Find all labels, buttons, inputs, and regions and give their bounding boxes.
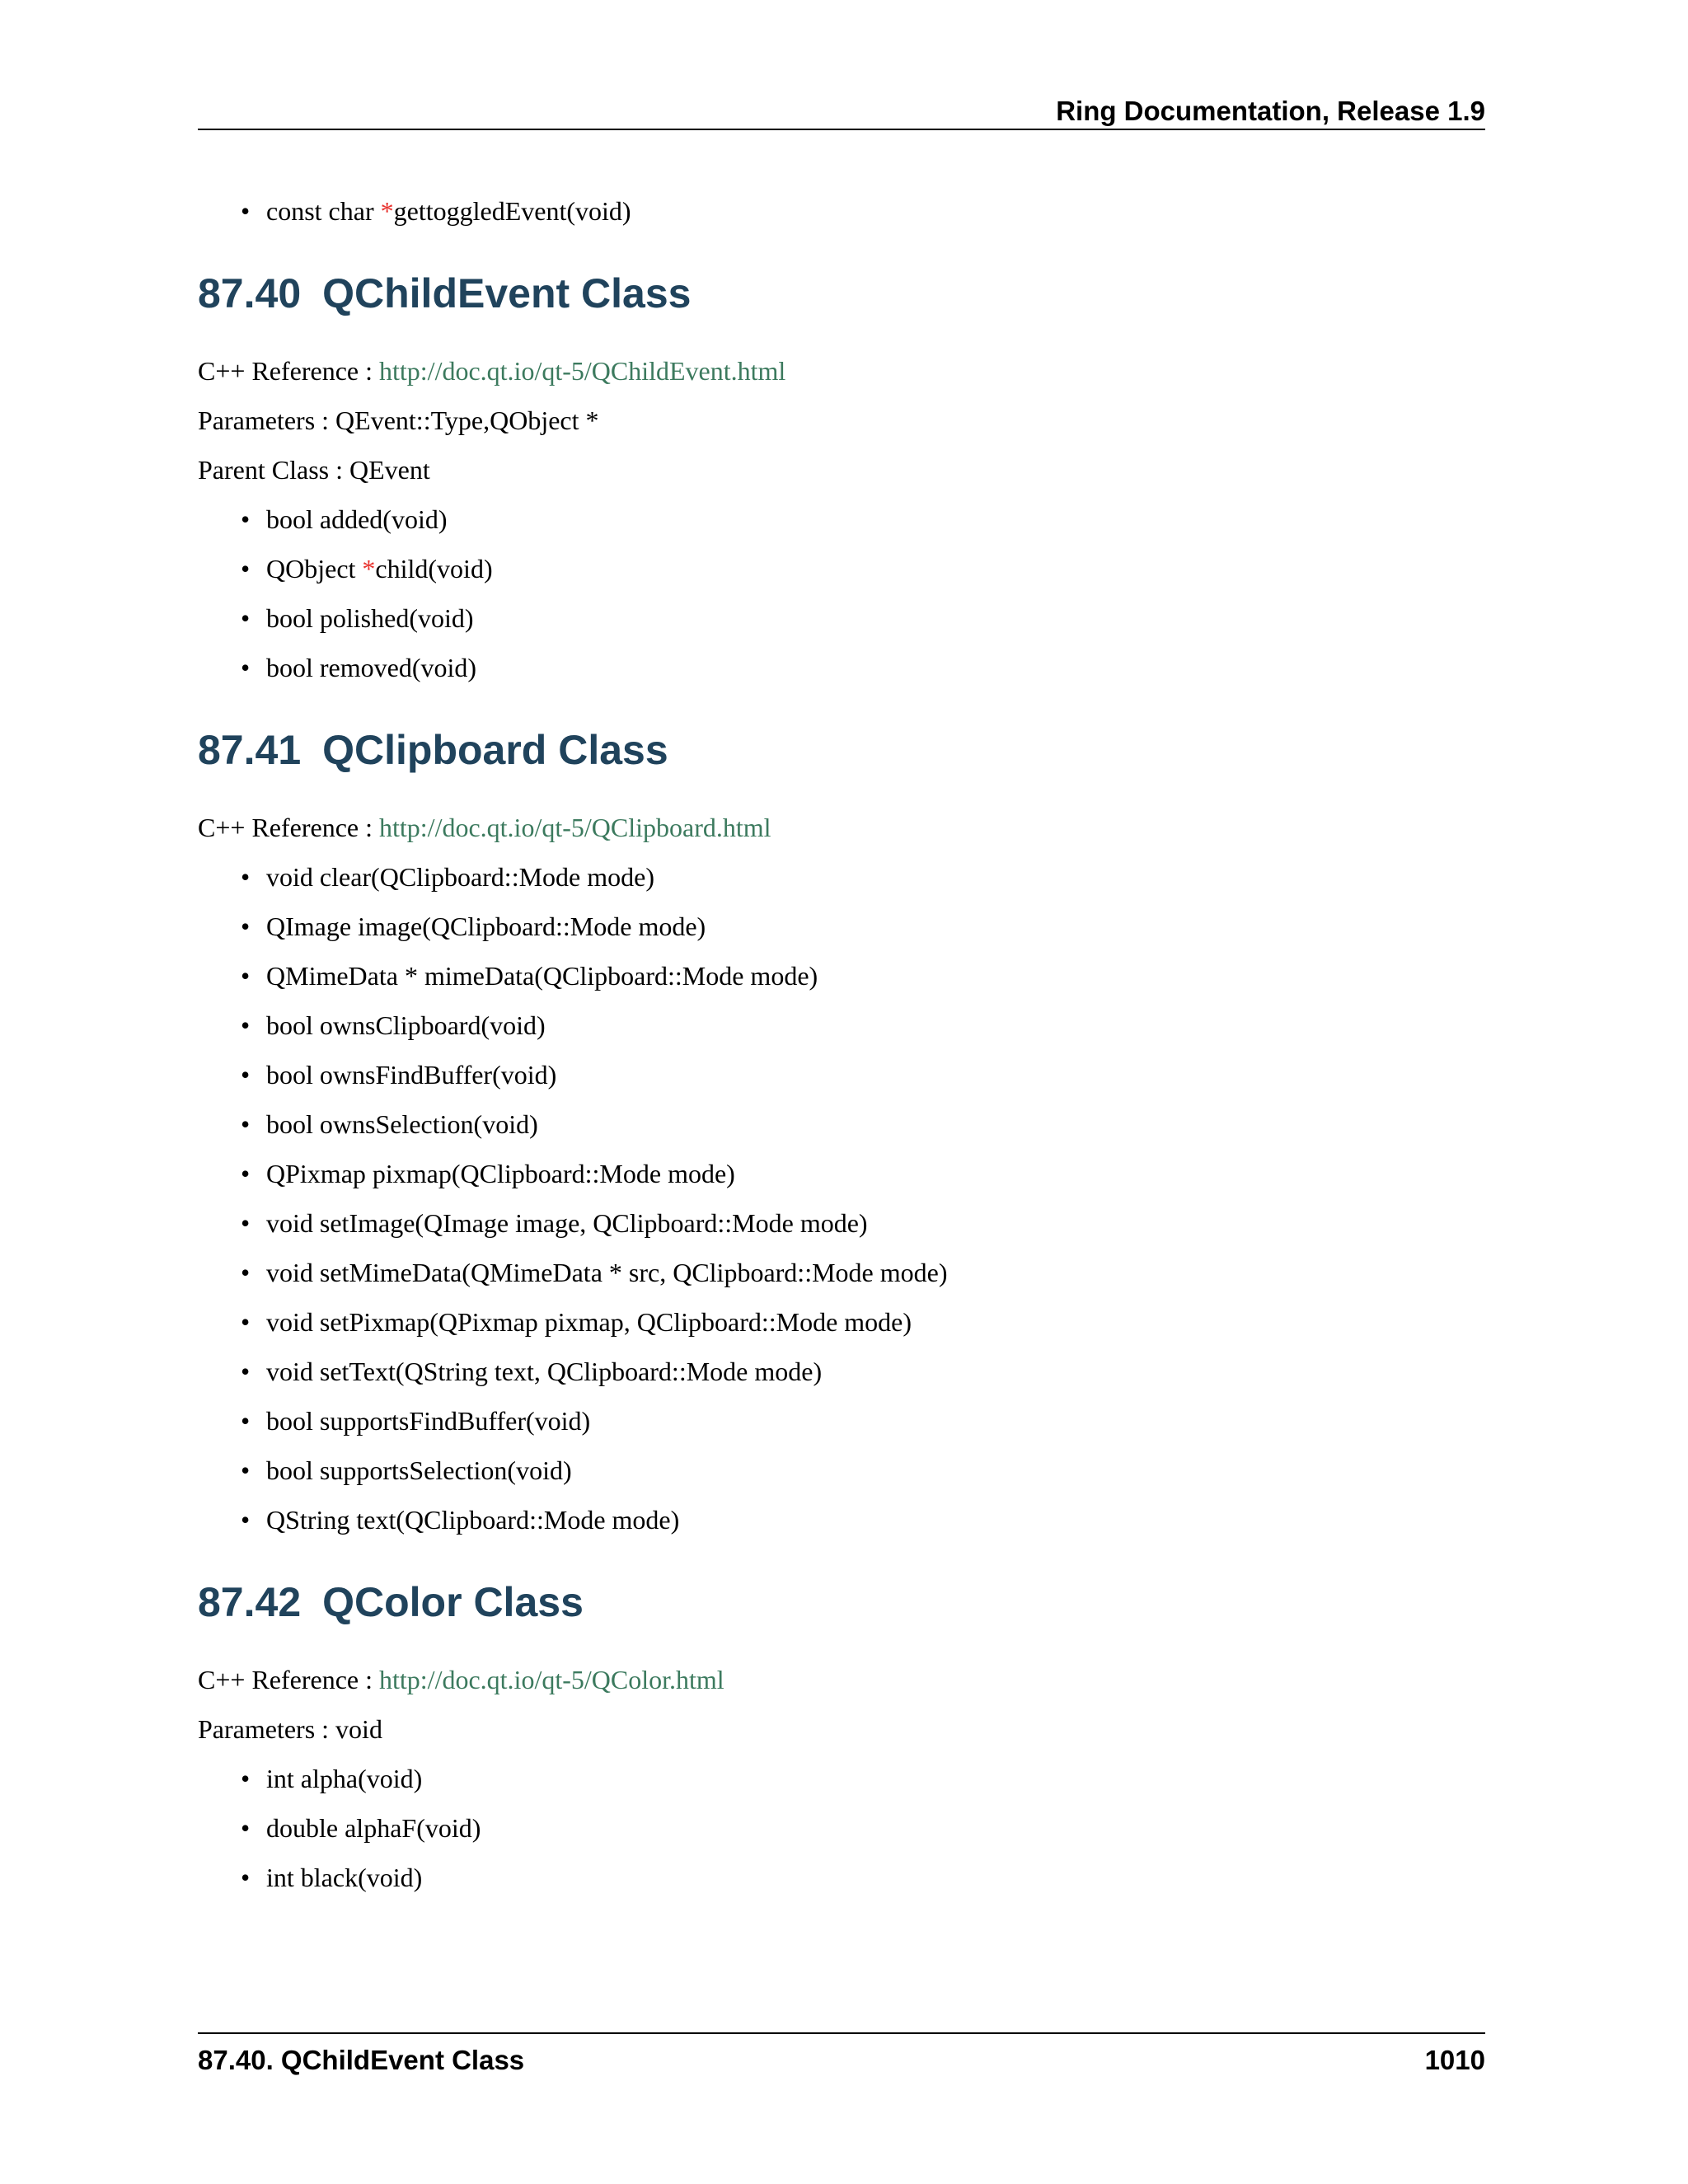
bullet: • (241, 653, 251, 682)
method-signature: void clear(QClipboard::Mode mode) (266, 862, 654, 892)
list-item (241, 1861, 1485, 1894)
method-signature: bool ownsSelection(void) (266, 1109, 538, 1139)
method-signature: QPixmap pixmap(QClipboard::Mode mode) (266, 1159, 735, 1188)
list-item (241, 910, 1485, 943)
parameters: Parameters : void (198, 1714, 382, 1744)
bullet: • (241, 1357, 251, 1386)
list-item (241, 1009, 1485, 1042)
method-signature: void setPixmap(QPixmap pixmap, QClipboard::Mode mode) (266, 1307, 912, 1337)
section-qchildevent (198, 269, 1485, 684)
method-signature: bool added(void) (266, 504, 448, 534)
bullet: • (241, 1813, 251, 1843)
bullet: • (241, 1764, 251, 1793)
list-item (241, 194, 1485, 227)
method-signature: bool removed(void) (266, 653, 477, 682)
section-heading (198, 269, 1485, 318)
method-signature-prefix: QObject (266, 554, 363, 583)
section-number: 87.41 (198, 727, 302, 773)
list-item (241, 1811, 1485, 1844)
pointer-star: * (380, 196, 394, 226)
method-signature-suffix: child(void) (375, 554, 493, 583)
method-signature: QString text(QClipboard::Mode mode) (266, 1505, 680, 1535)
bullet: • (241, 961, 251, 991)
bullet: • (241, 862, 251, 892)
reference-label: C++ Reference : (198, 813, 379, 842)
method-signature: int alpha(void) (266, 1764, 423, 1793)
reference-link[interactable]: http://doc.qt.io/qt-5/QClipboard.html (379, 813, 771, 842)
page-number: 1010 (1424, 2045, 1485, 2075)
reference-label: C++ Reference : (198, 356, 379, 386)
bullet: • (241, 504, 251, 534)
method-signature: bool supportsSelection(void) (266, 1455, 572, 1485)
bullet: • (241, 1863, 251, 1892)
reference-label: C++ Reference : (198, 1665, 379, 1694)
list-item (241, 1108, 1485, 1141)
method-signature-prefix: const char (266, 196, 381, 226)
method-signature: bool ownsClipboard(void) (266, 1010, 546, 1040)
section-qcolor (198, 1577, 1485, 1894)
method-signature: QMimeData * mimeData(QClipboard::Mode mode) (266, 961, 818, 991)
method-signature: void setMimeData(QMimeData * src, QClipboard::Mode mode) (266, 1258, 948, 1287)
document-page (198, 0, 1485, 2184)
section-heading (198, 725, 1485, 775)
method-signature: int black(void) (266, 1863, 423, 1892)
cpp-reference (198, 354, 1485, 387)
bullet: • (241, 1060, 251, 1090)
bullet: • (241, 1208, 251, 1238)
list-item (241, 1058, 1485, 1091)
section-title-text: QChildEvent Class (322, 270, 692, 316)
bullet: • (241, 1109, 251, 1139)
cpp-reference (198, 811, 1485, 844)
method-signature: bool polished(void) (266, 603, 474, 633)
reference-link[interactable]: http://doc.qt.io/qt-5/QColor.html (379, 1665, 724, 1694)
page-content (198, 194, 1485, 1894)
list-item (241, 1207, 1485, 1240)
list-item (241, 552, 1485, 585)
bullet: • (241, 1258, 251, 1287)
method-list (198, 503, 1485, 684)
bullet: • (241, 603, 251, 633)
section-number: 87.42 (198, 1579, 302, 1625)
method-signature: double alphaF(void) (266, 1813, 481, 1843)
list-item (241, 1256, 1485, 1289)
bullet: • (241, 1505, 251, 1535)
parameters: Parameters : QEvent::Type,QObject * (198, 405, 599, 435)
section-title-text: QColor Class (322, 1579, 584, 1625)
method-signature-suffix: gettoggledEvent(void) (393, 196, 631, 226)
pointer-star: * (362, 554, 376, 583)
method-signature: QImage image(QClipboard::Mode mode) (266, 912, 706, 941)
footer-section-title: 87.40. QChildEvent Class (198, 2045, 525, 2075)
method-list (198, 1762, 1485, 1894)
method-signature: bool supportsFindBuffer(void) (266, 1406, 591, 1436)
cpp-reference (198, 1663, 1485, 1696)
reference-link[interactable]: http://doc.qt.io/qt-5/QChildEvent.html (379, 356, 786, 386)
running-footer (198, 2032, 1485, 2082)
list-item (241, 860, 1485, 893)
method-signature: bool ownsFindBuffer(void) (266, 1060, 557, 1090)
list-item (241, 503, 1485, 536)
list-item (241, 1762, 1485, 1795)
running-header (198, 92, 1485, 130)
list-item (241, 1355, 1485, 1388)
method-list (198, 860, 1485, 1536)
bullet: • (241, 1307, 251, 1337)
section-heading (198, 1577, 1485, 1627)
bullet: • (241, 196, 251, 226)
section-qclipboard (198, 725, 1485, 1536)
bullet: • (241, 1159, 251, 1188)
parent-class: Parent Class : QEvent (198, 455, 430, 485)
header-title: Ring Documentation, Release 1.9 (1056, 96, 1485, 126)
section-number: 87.40 (198, 270, 302, 316)
list-item (241, 602, 1485, 635)
list-item (241, 1404, 1485, 1437)
bullet: • (241, 1406, 251, 1436)
section-title-text: QClipboard Class (322, 727, 668, 773)
list-item (241, 959, 1485, 992)
bullet: • (241, 554, 251, 583)
list-item (241, 1454, 1485, 1487)
bullet: • (241, 912, 251, 941)
method-signature: void setImage(QImage image, QClipboard::Mode mode) (266, 1208, 868, 1238)
list-item (241, 1157, 1485, 1190)
list-item (241, 1305, 1485, 1338)
list-item (241, 651, 1485, 684)
method-signature: void setText(QString text, QClipboard::Mode mode) (266, 1357, 823, 1386)
list-item (241, 1503, 1485, 1536)
bullet: • (241, 1010, 251, 1040)
prelude-method-list (198, 194, 1485, 227)
bullet: • (241, 1455, 251, 1485)
